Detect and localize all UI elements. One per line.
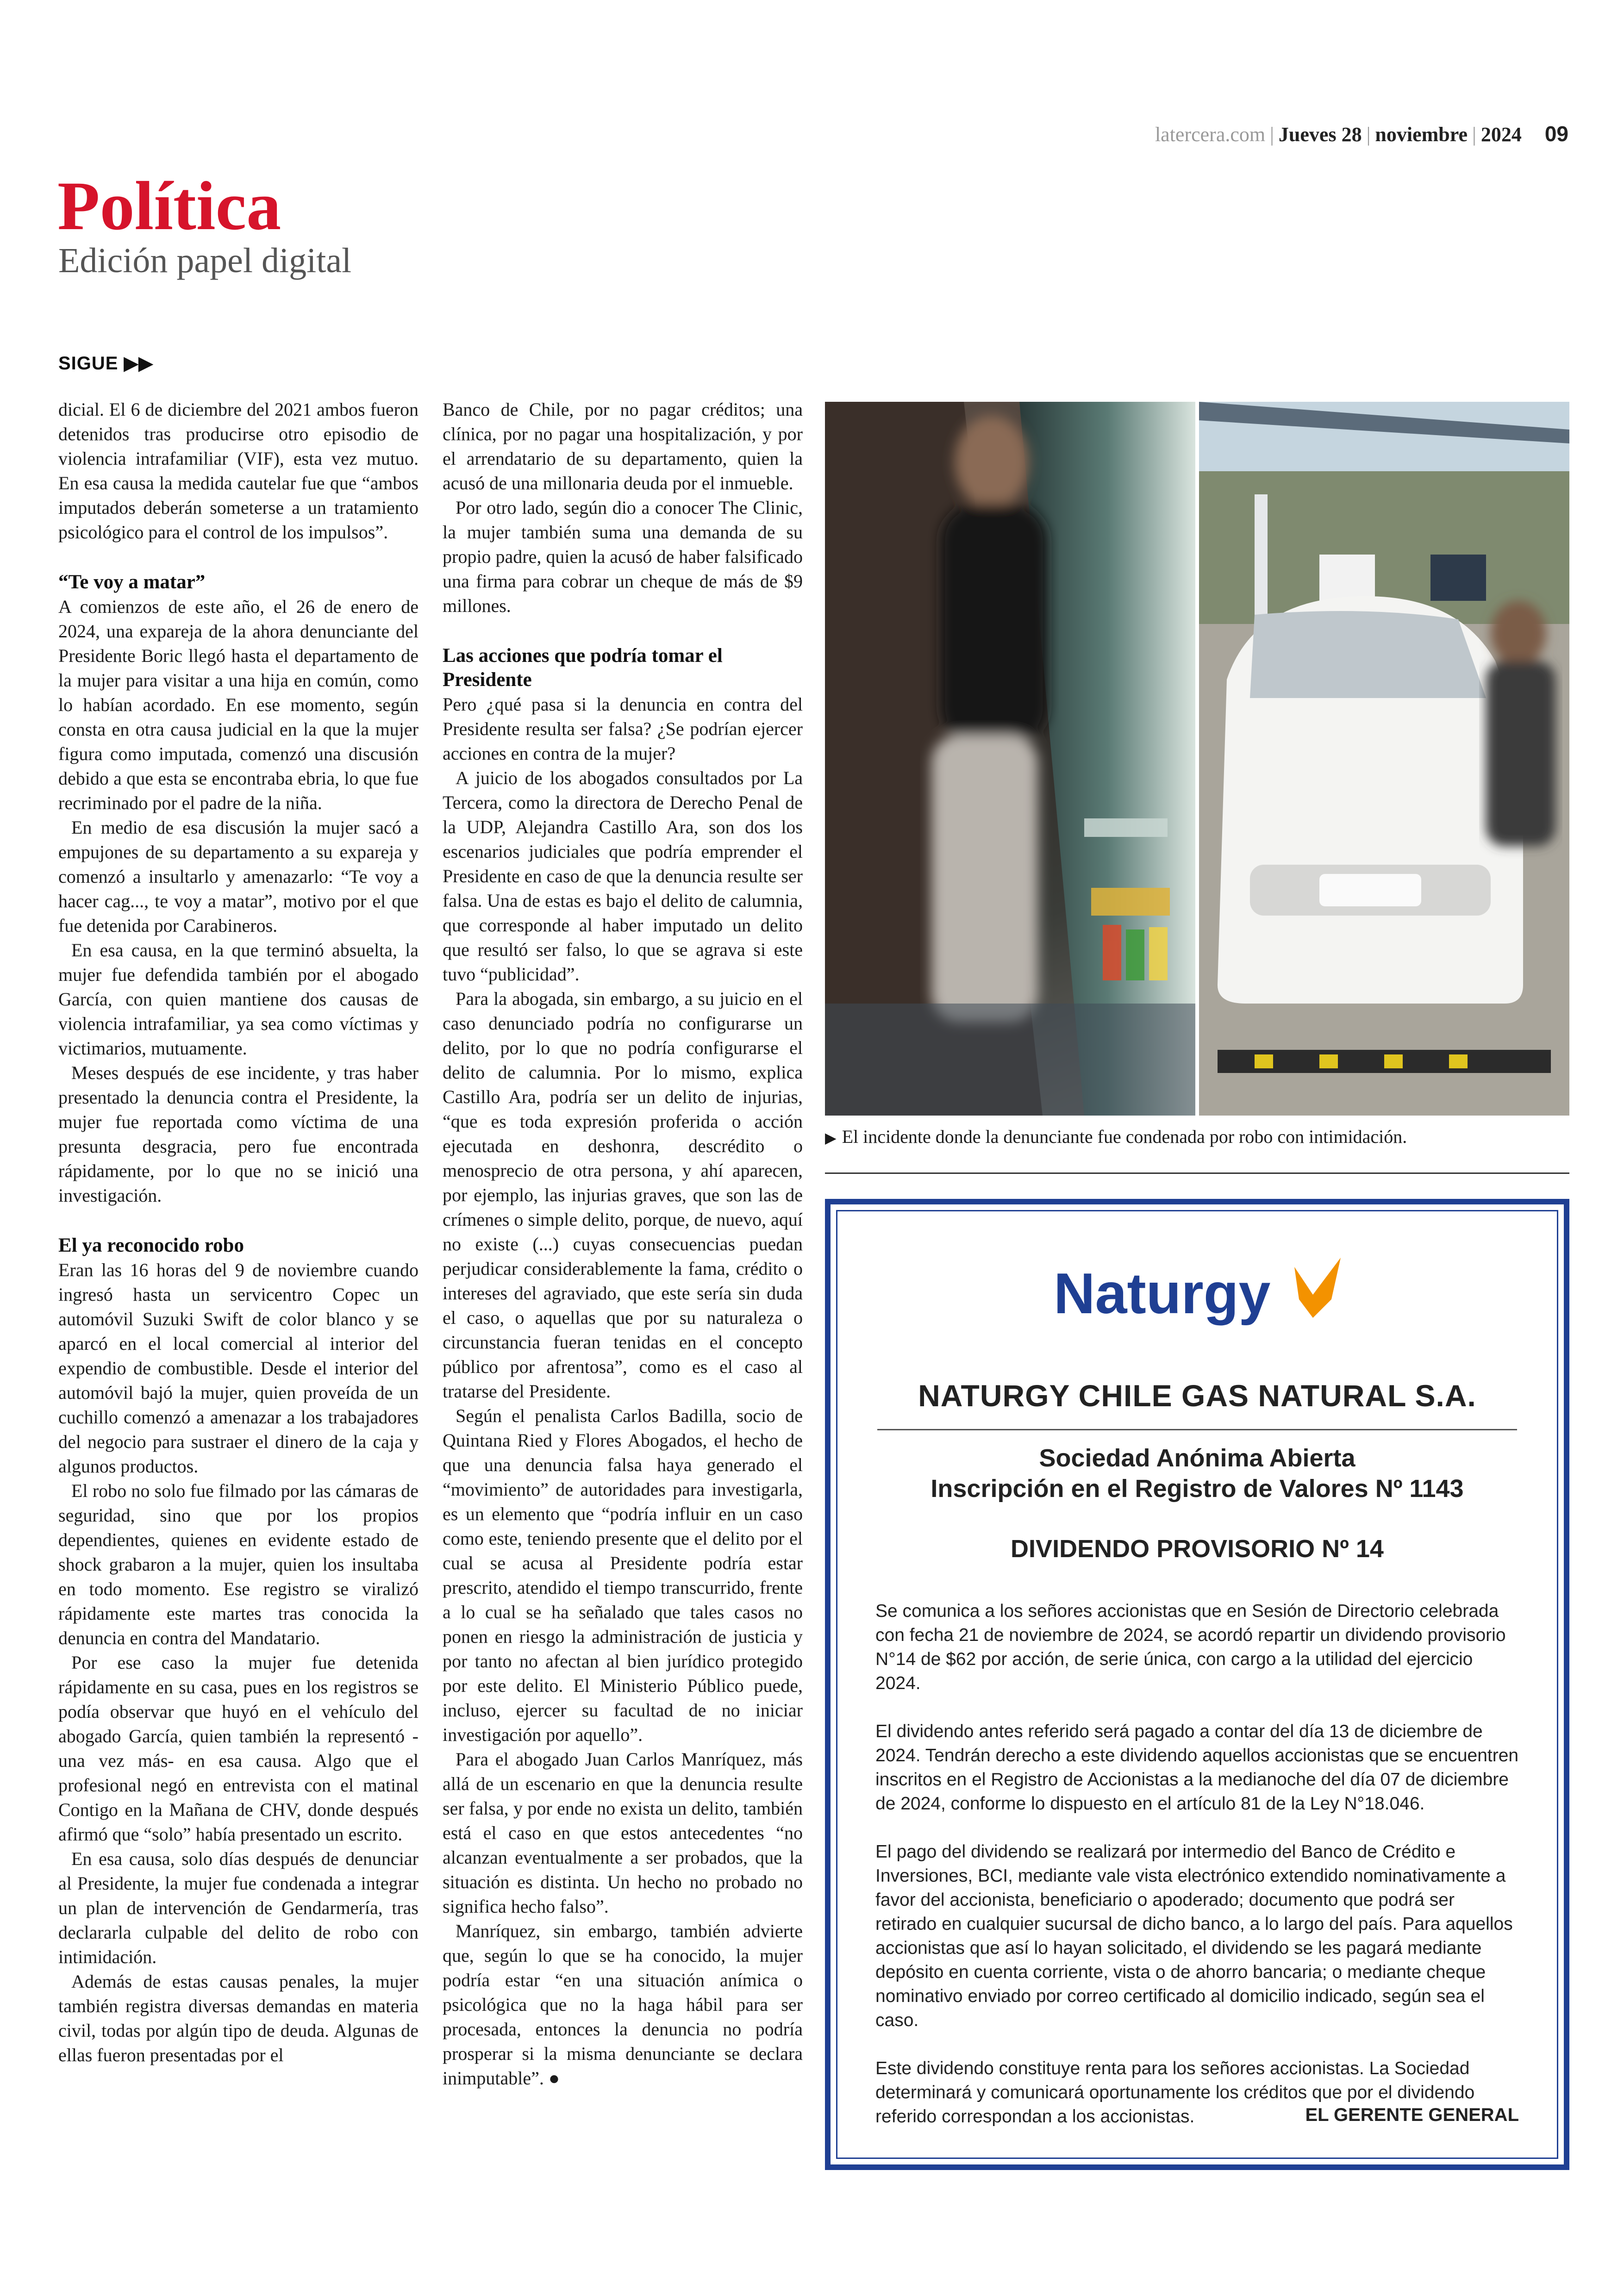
- article-paragraph: Según el penalista Carlos Badilla, socio de Quintana Ried y Flores Abogados, el hecho de que una denuncia falsa haya generado el “movimiento” de autoridades para investigarla, es un elemento que “podría influir en un caso como este, teniendo presente que el delito por el cual se acusa al Presidente podría estar prescrito, atendido el tiempo transcurrido, frente a lo cual se ha señalado que tales casos no ponen en riesgo la administración de justicia y por tanto no afectan al bien jurídico protegido por este delito. El Ministerio Público puede, incluso, ejercer su facultad de no iniciar investigación por aquello”.: [443, 1405, 803, 1745]
- article-paragraph: Por otro lado, según dio a conocer The Clinic, la mujer también suma una demanda de su propio padre, quien la acusó de haber falsificado una firma para cobrar un cheque de más de $9 millones.: [443, 497, 803, 616]
- header-month: noviembre: [1375, 123, 1468, 146]
- article-column-1: [58, 397, 418, 2067]
- article-paragraph: Pero ¿qué pasa si la denuncia en contra del Presidente resulta ser falsa? ¿Se podrían ejercer acciones en contra de la mujer?: [443, 694, 803, 764]
- gas-station-photo: [1199, 402, 1569, 1116]
- article-paragraph: Para la abogada, sin embargo, a su juicio en el caso denunciado podría no configurarse un delito, por lo que no podría configurarse el delito de calumnia. Por lo mismo, explica Castillo Ara, podría ser un delito de injurias, “que es toda expresión proferida o acción ejecutada en deshonra, descrédito o menosprecio de otra persona, y ahí aparecen, por ejemplo, las injurias graves, que son las de crímenes o simple delito, porque, de nuevo, aquí no existe (...) cuyas consecuencias puedan perjudicar considerablemente la fama, crédito o intereses del agraviado, que este sería sin duda el caso, o aquellas que por su naturaleza o circunstancia fueran tenidas en el concepto público por afrentosa”, como es el caso al tratarse del Presidente.: [443, 988, 803, 1402]
- naturgy-logo: [837, 1248, 1557, 1334]
- naturgy-dividend-notice: [825, 1199, 1569, 2170]
- company-details: [837, 1443, 1557, 1504]
- divider: [825, 1172, 1569, 1174]
- logo-butterfly-icon: [1294, 1258, 1341, 1318]
- article-paragraph: En esa causa, solo días después de denunciar al Presidente, la mujer fue condenada a integrar un plan de intervención de Gendarmería, tras declararla culpable del delito de robo con intimidación.: [58, 1848, 418, 1967]
- article-paragraph: Banco de Chile, por no pagar créditos; una clínica, por no pagar una hospitalización, y por el arrendatario de su departamento, quien la acusó de una millonaria deuda por el inmueble.: [443, 399, 803, 493]
- article-column-2: [443, 397, 803, 2090]
- article-paragraph: Eran las 16 horas del 9 de noviembre cuando ingresó hasta un servicentro Copec un automóvil Suzuki Swift de color blanco y se aparcó en el local comercial al interior del expendio de combustible. Desde el interior del automóvil bajó la mujer, quien proveída de un cuchillo comenzó a amenazar a los trabajadores del negocio para sustraer el dinero de la caja y algunos productos.: [58, 1260, 418, 1477]
- company-name: NATURGY CHILE GAS NATURAL S.A.: [918, 1378, 1476, 1413]
- company-type: Sociedad Anónima Abierta: [1039, 1444, 1355, 1472]
- caption-text: El incidente donde la denunciante fue condenada por robo con intimidación.: [842, 1126, 1407, 1147]
- section-title: Política: [57, 168, 281, 244]
- notice-signature: EL GERENTE GENERAL: [1305, 2105, 1519, 2125]
- page-number: 09: [1544, 122, 1568, 146]
- continue-label: SIGUE ▶▶: [58, 353, 154, 374]
- notice-paragraph: El dividendo antes referido será pagado a contar del día 13 de diciembre de 2024. Tendrán derecho a este dividendo aquellos accionistas que se encuentren inscritos en el Registro de Accionistas a la medianoche del día 07 de diciembre de 2024, conforme lo dispuesto en el artículo 81 de la Ley N°18.046.: [875, 1721, 1519, 1814]
- article-paragraph: En medio de esa discusión la mujer sacó a empujones de su departamento a su expareja y comenzó a insultarlo y amenazarlo: “Te voy a hacer cag..., te voy a matar”, motivo por el que fue detenida por Carabineros.: [58, 817, 418, 936]
- dividend-title: DIVIDENDO PROVISORIO Nº 14: [1011, 1535, 1384, 1563]
- header-year: 2024: [1480, 123, 1522, 146]
- section-subtitle: Edición papel digital: [58, 241, 352, 280]
- photo-pair: [825, 402, 1569, 1116]
- caption-marker: ▶: [825, 1129, 837, 1146]
- page-header: latercera.com | Jueves 28 | noviembre | 2024 09: [1155, 122, 1568, 146]
- article-paragraph: dicial. El 6 de diciembre del 2021 ambos fueron detenidos tras producirse otro episodio de violencia intrafamiliar (VIF), esta vez mutuo. En esa causa la medida cautelar fue que “ambos imputados deberán someterse a un tratamiento psicológico para el control de los impulsos”.: [58, 399, 418, 543]
- article-paragraph: En esa causa, en la que terminó absuelta, la mujer fue defendida también por el abogado García, con quien mantiene dos causas de violencia intrafamiliar, ya sea como víctimas y victimarios, mutuamente.: [58, 940, 418, 1059]
- subheading: Las acciones que podría tomar el Presidente: [443, 645, 723, 691]
- article-paragraph: Además de estas causas penales, la mujer también registra diversas demandas en materia civil, todas por algún tipo de deuda. Algunas de ellas fueron presentadas por el: [58, 1971, 418, 2065]
- registry-number: Inscripción en el Registro de Valores Nº 1143: [931, 1475, 1464, 1503]
- store-robbery-photo: [825, 402, 1195, 1116]
- article-paragraph: Meses después de ese incidente, y tras haber presentado la denuncia contra el Presidente, la mujer fue reportada como víctima de una presunta desgracia, pero fue encontrada rápidamente, por lo que no se inició una investigación.: [58, 1062, 418, 1206]
- site-name: latercera.com: [1155, 123, 1266, 146]
- article-paragraph: A comienzos de este año, el 26 de enero de 2024, una expareja de la ahora denunciante del Presidente Boric llegó hasta el departamento de la mujer para visitar a una hija en común, como lo habían acordado. En ese momento, según consta en otra causa judicial en la que la mujer figura como imputada, comenzó una discusión debido a que esta se encontraba ebria, lo que fue recriminado por el padre de la niña.: [58, 596, 418, 813]
- subheading: El ya reconocido robo: [58, 1235, 244, 1256]
- notice-paragraph: El pago del dividendo se realizará por intermedio del Banco de Crédito e Inversiones, BCI, mediante vale vista electrónico extendido nominativamente a favor del accionista, beneficiario o apoderado; documento que podrá ser retirado en cualquier sucursal de dicho banco, a lo largo del país. Para aquellos accionistas que así lo hayan solicitado, el dividendo se les pagará mediante depósito en cuenta corriente, vista o de ahorro bancaria; o mediante cheque nominativo enviado por correo certificado al domicilio indicado, según sea el caso.: [875, 1842, 1513, 2030]
- article-paragraph: Para el abogado Juan Carlos Manríquez, más allá de un escenario en que la denuncia resulte ser falsa, y por ende no exista un delito, también está el caso en que estos antecedentes “no alcanzan eventualmente a ser probados, que la situación es distinta. Un hecho no probado no significa hecho falso”.: [443, 1749, 803, 1917]
- logo-wordmark: Naturgy: [1054, 1262, 1271, 1326]
- article-paragraph: Manríquez, sin embargo, también advierte que, según lo que se ha conocido, la mujer podría estar “en una situación anímica o psicológica que no la haga hábil para ser procesada, entonces la denuncia no podría prosperar si la misma denunciante se declara inimputable”. ●: [443, 1921, 803, 2089]
- article-paragraph: A juicio de los abogados consultados por La Tercera, como la directora de Derecho Penal de la UDP, Alejandra Castillo Ara, son dos los escenarios judiciales que podría emprender el Presidente en caso de que la denuncia resulte ser falsa. Una de estas es bajo el delito de calumnia, que corresponde al haber imputado un delito que resultó ser falso, lo que se agrava si este tuvo “publicidad”.: [443, 767, 803, 985]
- notice-divider: [877, 1429, 1517, 1430]
- header-day: Jueves 28: [1278, 123, 1362, 146]
- article-paragraph: El robo no solo fue filmado por las cámaras de seguridad, sino que por los propios dependientes, quienes en evidente estado de shock grabaron a la mujer, quien los insultaba en todo momento. Ese registro se viralizó rápidamente este martes tras conocida la denuncia en contra del Mandatario.: [58, 1480, 418, 1648]
- article-paragraph: Por ese caso la mujer fue detenida rápidamente en su casa, pues en los registros se podía observar que huyó en el vehículo del abogado García, quien también la representó -una vez más- en esa causa. Algo que el profesional negó en entrevista con el matinal Contigo en la Mañana de CHV, donde después afirmó que “solo” había presentado un escrito.: [58, 1652, 418, 1845]
- photo-caption: [825, 1126, 1569, 1148]
- notice-paragraph: Se comunica a los señores accionistas que en Sesión de Directorio celebrada con fecha 21 de noviembre de 2024, se acordó repartir un dividendo provisorio N°14 de $62 por acción, de serie única, con cargo a la utilidad del ejercicio 2024.: [875, 1601, 1506, 1693]
- notice-body: [875, 1599, 1519, 2153]
- notice-paragraph: Este dividendo constituye renta para los señores accionistas. La Sociedad determinará y comunicará oportunamente los créditos que por el dividendo referido correspondan a los accionistas.: [875, 2058, 1475, 2127]
- notice-inner-frame: [836, 1210, 1558, 2159]
- subheading: “Te voy a matar”: [58, 571, 206, 593]
